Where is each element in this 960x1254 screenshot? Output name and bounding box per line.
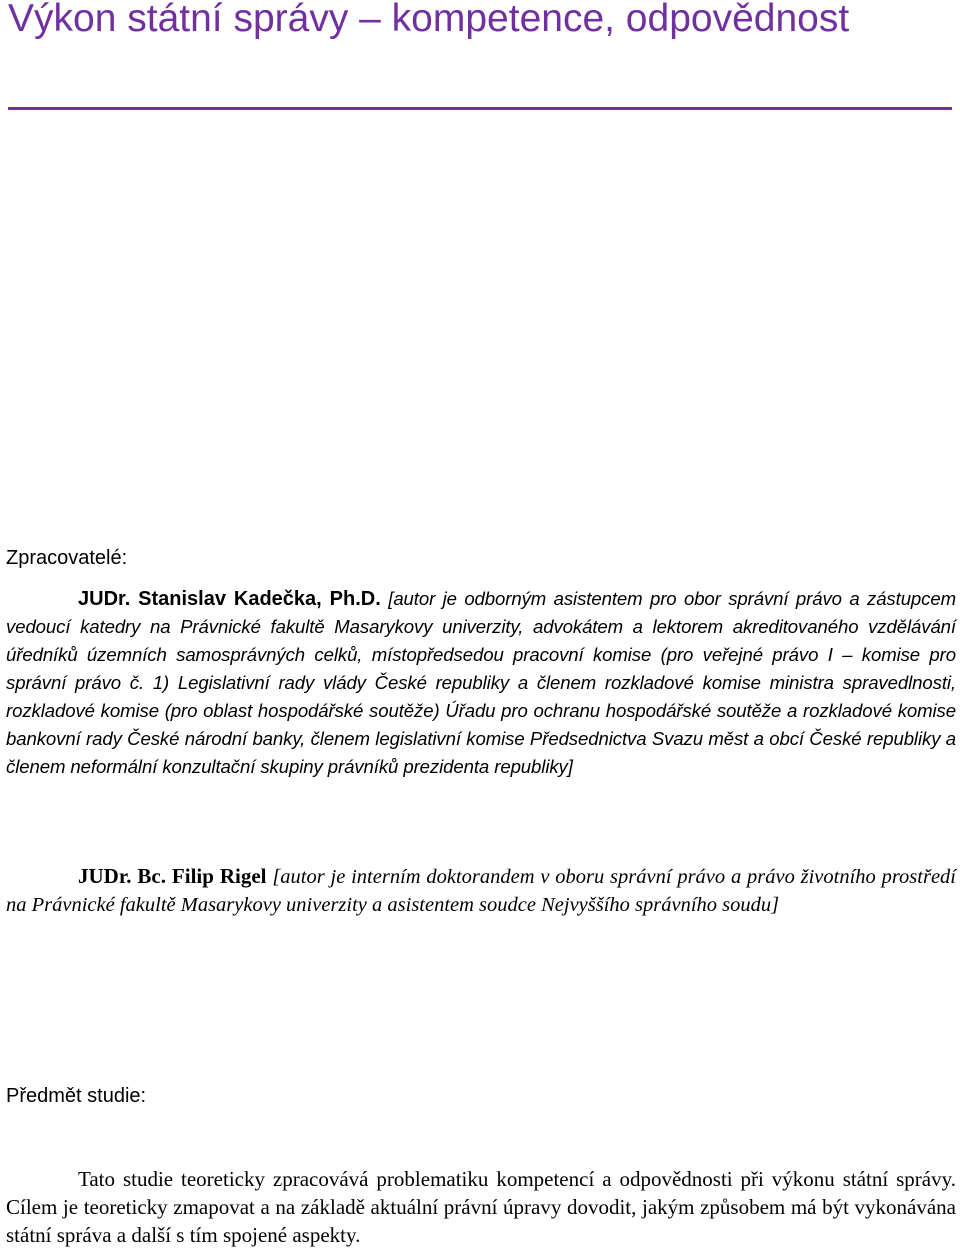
author-bio: [autor je odborným asistentem pro obor správní právo a zástupcem vedoucí katedry na Právnické fakultě Masarykovy univerzity, advokátem a lektorem akreditovaného vzdělávání úředníků územních samosprávných celků, místopředsedou pracovní komise (pro veřejné právo I – komise pro správní právo č. 1) Legislativní rady vlády České republiky a členem rozkladové komise ministra spravedlnosti, rozkladové komise (pro oblast hospodářské soutěže) Úřadu pro ochranu hospodářské soutěže a rozkladové komise bankovní rady České národní banky, členem legislativní komise Předsednictva Svazu měst a obcí České republiky a členem neformální konzultační skupiny právníků prezidenta republiky] bbox=[6, 588, 957, 777]
authors-label: Zpracovatelé: bbox=[6, 547, 128, 569]
author-bio: [autor je interním doktorandem v oboru správní právo a právo životního prostředí na Právnické fakultě Masarykovy univerzity a asistentem soudce Nejvyššího správního soudu] bbox=[6, 866, 957, 916]
author-name: JUDr. Stanislav Kadečka, Ph.D. bbox=[78, 588, 381, 610]
author-entry bbox=[6, 585, 956, 781]
subject-label: Předmět studie: bbox=[6, 1085, 147, 1107]
subject-paragraph: Tato studie teoreticky zpracovává problematiku kompetencí a odpovědnosti při výkonu státní správy. Cílem je teoreticky zmapovat a na základě aktuální právní úpravy dovodit, jakým způsobem má být vykonávána státní správa a další s tím spojené aspekty. bbox=[6, 1167, 956, 1247]
author-entry bbox=[6, 862, 956, 919]
author-name: JUDr. Bc. Filip Rigel bbox=[78, 864, 267, 888]
title-underline bbox=[8, 107, 952, 110]
document-title: Výkon státní správy – kompetence, odpovědnost bbox=[8, 0, 850, 40]
